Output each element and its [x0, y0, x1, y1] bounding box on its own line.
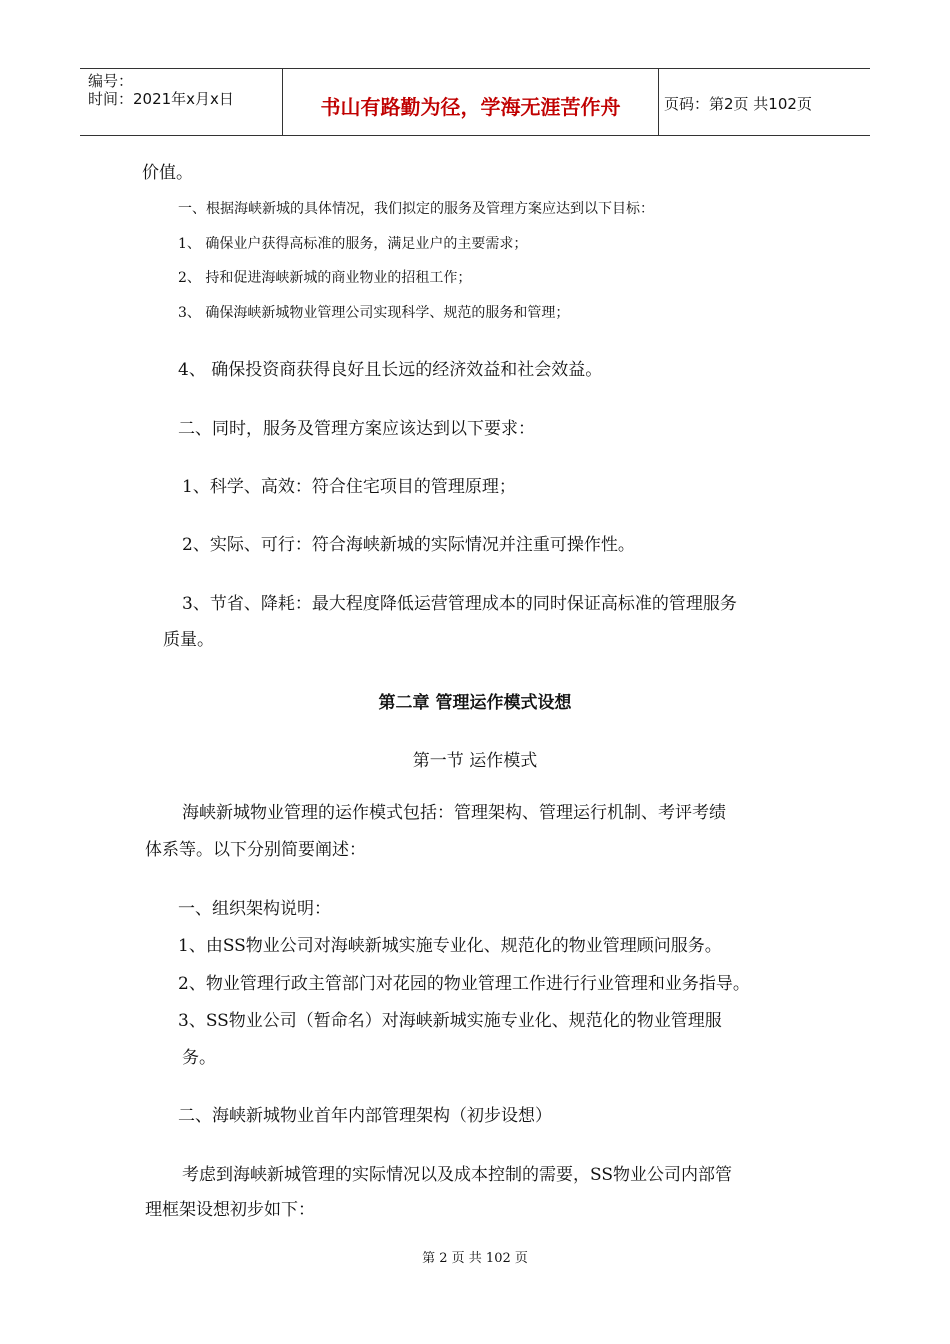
requirement-item: 2、实际、可行：符合海峡新城的实际情况并注重可操作性。	[182, 535, 635, 555]
goal-item: 1、 确保业户获得高标准的服务，满足业户的主要需求；	[178, 236, 528, 252]
paragraph-line: 考虑到海峡新城管理的实际情况以及成本控制的需要，SS物业公司内部管	[182, 1165, 732, 1185]
requirements-intro: 二、同时，服务及管理方案应该达到以下要求：	[178, 419, 535, 439]
page-footer: 第 2 页 共 102 页	[422, 1251, 528, 1266]
document-number-label: 编号：	[88, 72, 134, 90]
goals-intro: 一、根据海峡新城的具体情况，我们拟定的服务及管理方案应达到以下目标：	[178, 201, 654, 217]
org-item: 1、由SS物业公司对海峡新城实施专业化、规范化的物业管理顾问服务。	[178, 936, 722, 956]
section-title: 第一节 运作模式	[412, 751, 538, 771]
paragraph-line: 价值。	[142, 163, 193, 183]
subsection-heading: 一、组织架构说明：	[178, 899, 331, 919]
document-time-label: 时间：2021年x月x日	[88, 90, 234, 108]
requirement-item-continued: 质量。	[163, 630, 214, 650]
paragraph-line: 海峡新城物业管理的运作模式包括：管理架构、管理运行机制、考评考绩	[182, 803, 726, 823]
paragraph-line: 理框架设想初步如下：	[145, 1200, 315, 1220]
org-item: 3、SS物业公司（暂命名）对海峡新城实施专业化、规范化的物业管理服	[178, 1011, 722, 1031]
chapter-title: 第二章 管理运作模式设想	[378, 693, 572, 713]
paragraph-line: 体系等。以下分别简要阐述：	[145, 840, 366, 860]
goal-item: 2、 持和促进海峡新城的商业物业的招租工作；	[178, 270, 472, 286]
header-meta	[88, 72, 234, 108]
org-item-continued: 务。	[182, 1048, 216, 1068]
page-header	[80, 68, 870, 136]
requirement-item: 1、科学、高效：符合住宅项目的管理原理；	[182, 477, 516, 497]
header-page-number: 页码：第2页 共102页	[664, 95, 812, 113]
header-motto: 书山有路勤为径，学海无涯苦作舟	[320, 95, 621, 119]
goal-item: 3、 确保海峡新城物业管理公司实现科学、规范的服务和管理；	[178, 305, 570, 321]
org-item: 2、物业管理行政主管部门对花园的物业管理工作进行行业管理和业务指导。	[178, 974, 750, 994]
subsection-heading: 二、海峡新城物业首年内部管理架构（初步设想）	[178, 1106, 552, 1126]
goal-item: 4、 确保投资商获得良好且长远的经济效益和社会效益。	[178, 360, 603, 380]
requirement-item: 3、节省、降耗：最大程度降低运营管理成本的同时保证高标准的管理服务	[182, 594, 737, 614]
header-divider	[658, 69, 659, 135]
